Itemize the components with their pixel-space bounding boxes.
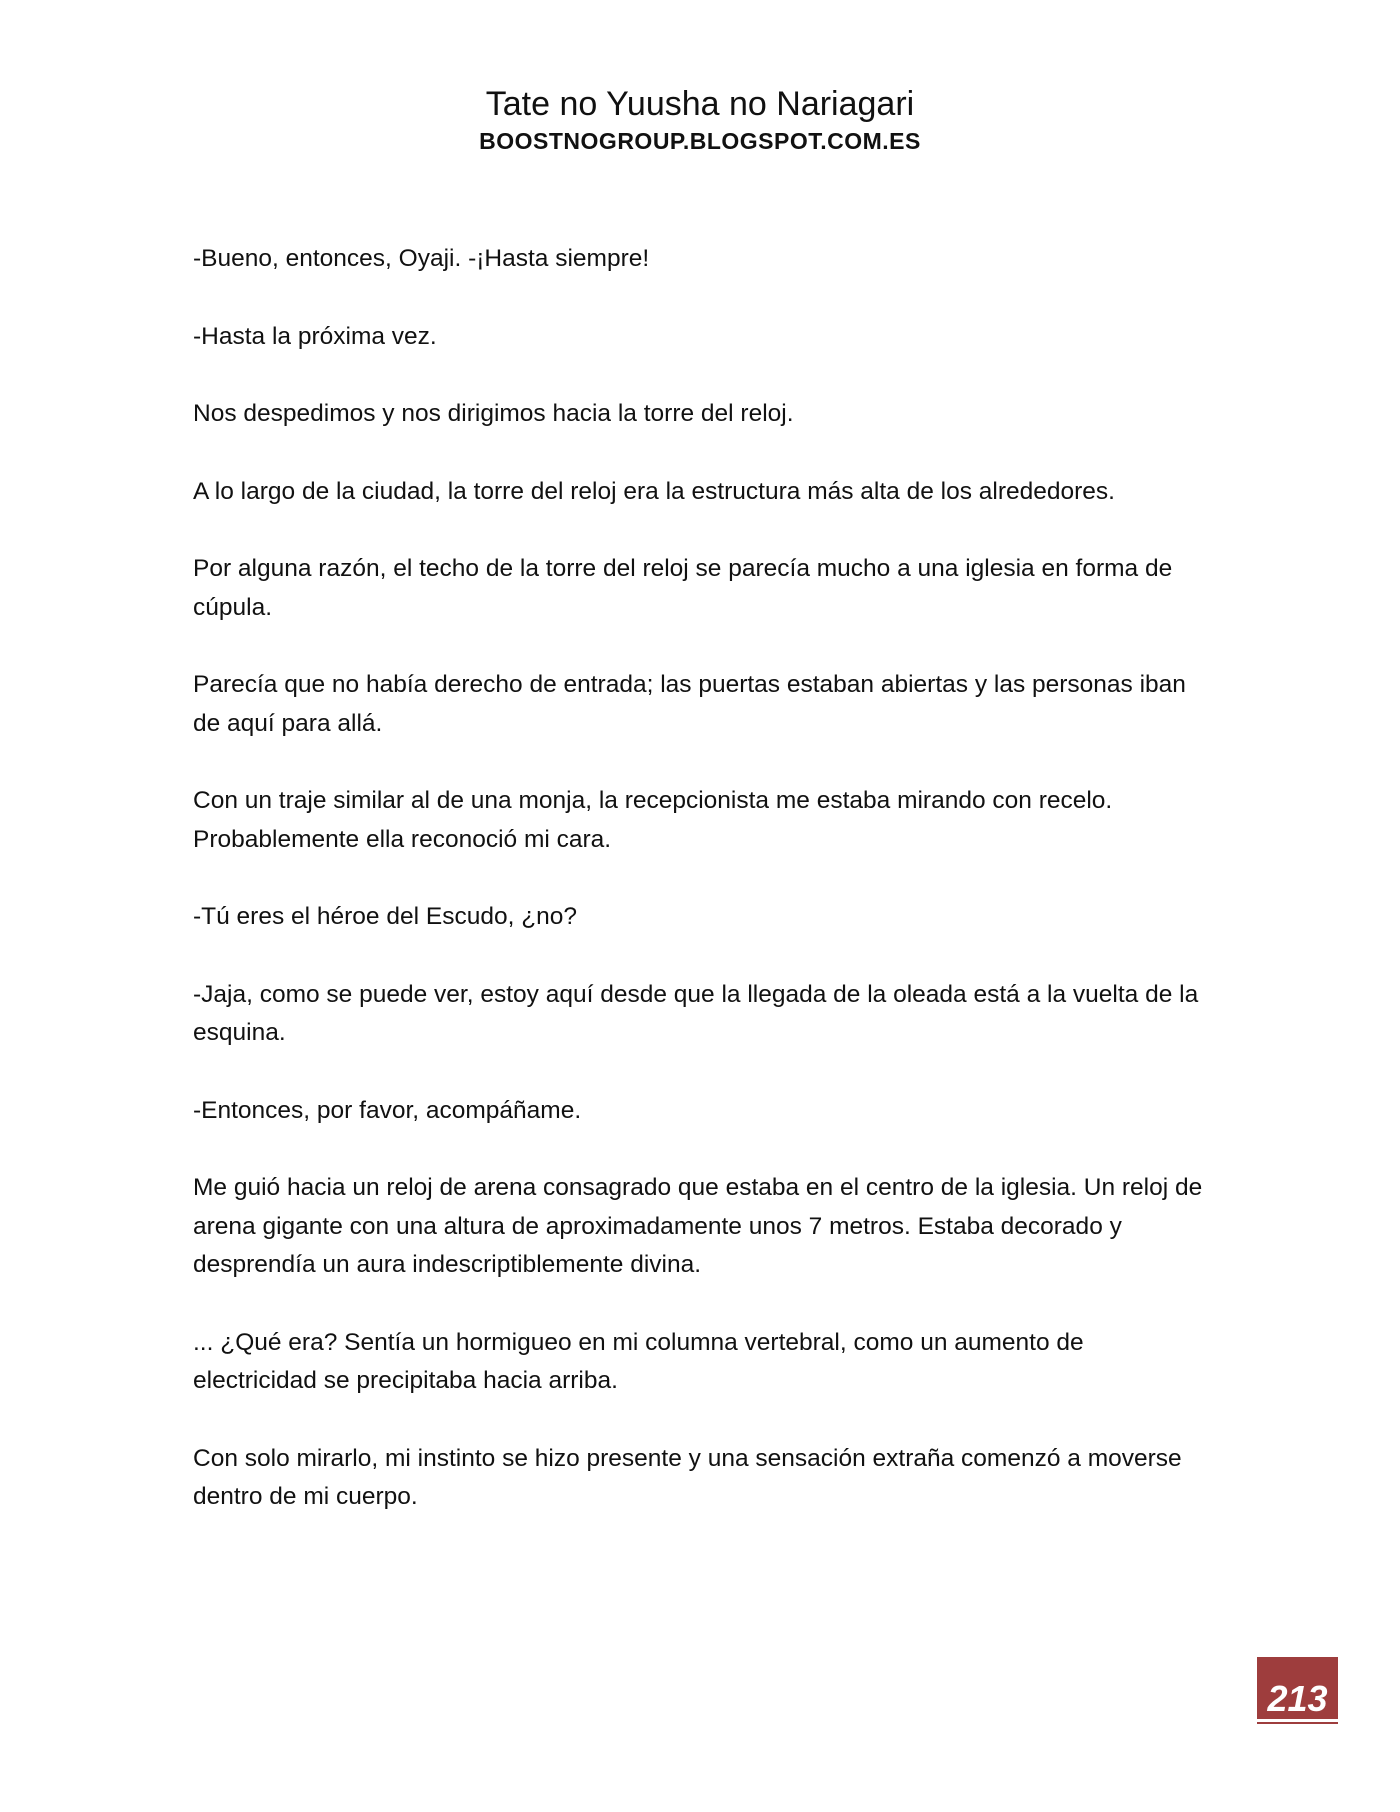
paragraph: -Entonces, por favor, acompáñame. bbox=[193, 1096, 582, 1124]
page-number: 213 bbox=[1257, 1679, 1338, 1722]
paragraph: -Hasta la próxima vez. bbox=[193, 322, 437, 350]
paragraph: Nos despedimos y nos dirigimos hacia la torre del reloj. bbox=[193, 400, 794, 427]
page-header bbox=[0, 82, 1400, 156]
page-body bbox=[193, 240, 1213, 1556]
paragraph: A lo largo de la ciudad, la torre del reloj era la estructura más alta de los alrededores. bbox=[193, 477, 1115, 505]
book-title: Tate no Yuusha no Nariagari bbox=[485, 85, 915, 123]
paragraph: Con solo mirarlo, mi instinto se hizo presente y una sensación extraña comenzó a moverse dentro de mi cuerpo. bbox=[193, 1444, 1182, 1510]
paragraph: ... ¿Qué era? Sentía un hormigueo en mi columna vertebral, como un aumento de electricidad se precipitaba hacia arriba. bbox=[193, 1328, 1084, 1394]
paragraph: -Bueno, entonces, Oyaji. -¡Hasta siempre! bbox=[193, 245, 650, 272]
paragraph: Por alguna razón, el techo de la torre del reloj se parecía mucho a una iglesia en forma de cúpula. bbox=[193, 555, 1173, 621]
paragraph: Me guió hacia un reloj de arena consagrado que estaba en el centro de la iglesia. Un reloj de arena gigante con una altura de aproximadamente unos 7 metros. Estaba decorado y desprendía un aura indescriptiblemente divina. bbox=[193, 1174, 1203, 1278]
site-url: BOOSTNOGROUP.BLOGSPOT.COM.ES bbox=[479, 128, 921, 154]
paragraph: Parecía que no había derecho de entrada; las puertas estaban abiertas y las personas iban de aquí para allá. bbox=[193, 671, 1186, 737]
paragraph: Con un traje similar al de una monja, la recepcionista me estaba mirando con recelo. Probablemente ella reconoció mi cara. bbox=[193, 787, 1113, 853]
paragraph: -Tú eres el héroe del Escudo, ¿no? bbox=[193, 903, 578, 930]
page-number-badge bbox=[1257, 1657, 1338, 1727]
paragraph: -Jaja, como se puede ver, estoy aquí desde que la llegada de la oleada está a la vuelta de la esquina. bbox=[193, 980, 1199, 1046]
